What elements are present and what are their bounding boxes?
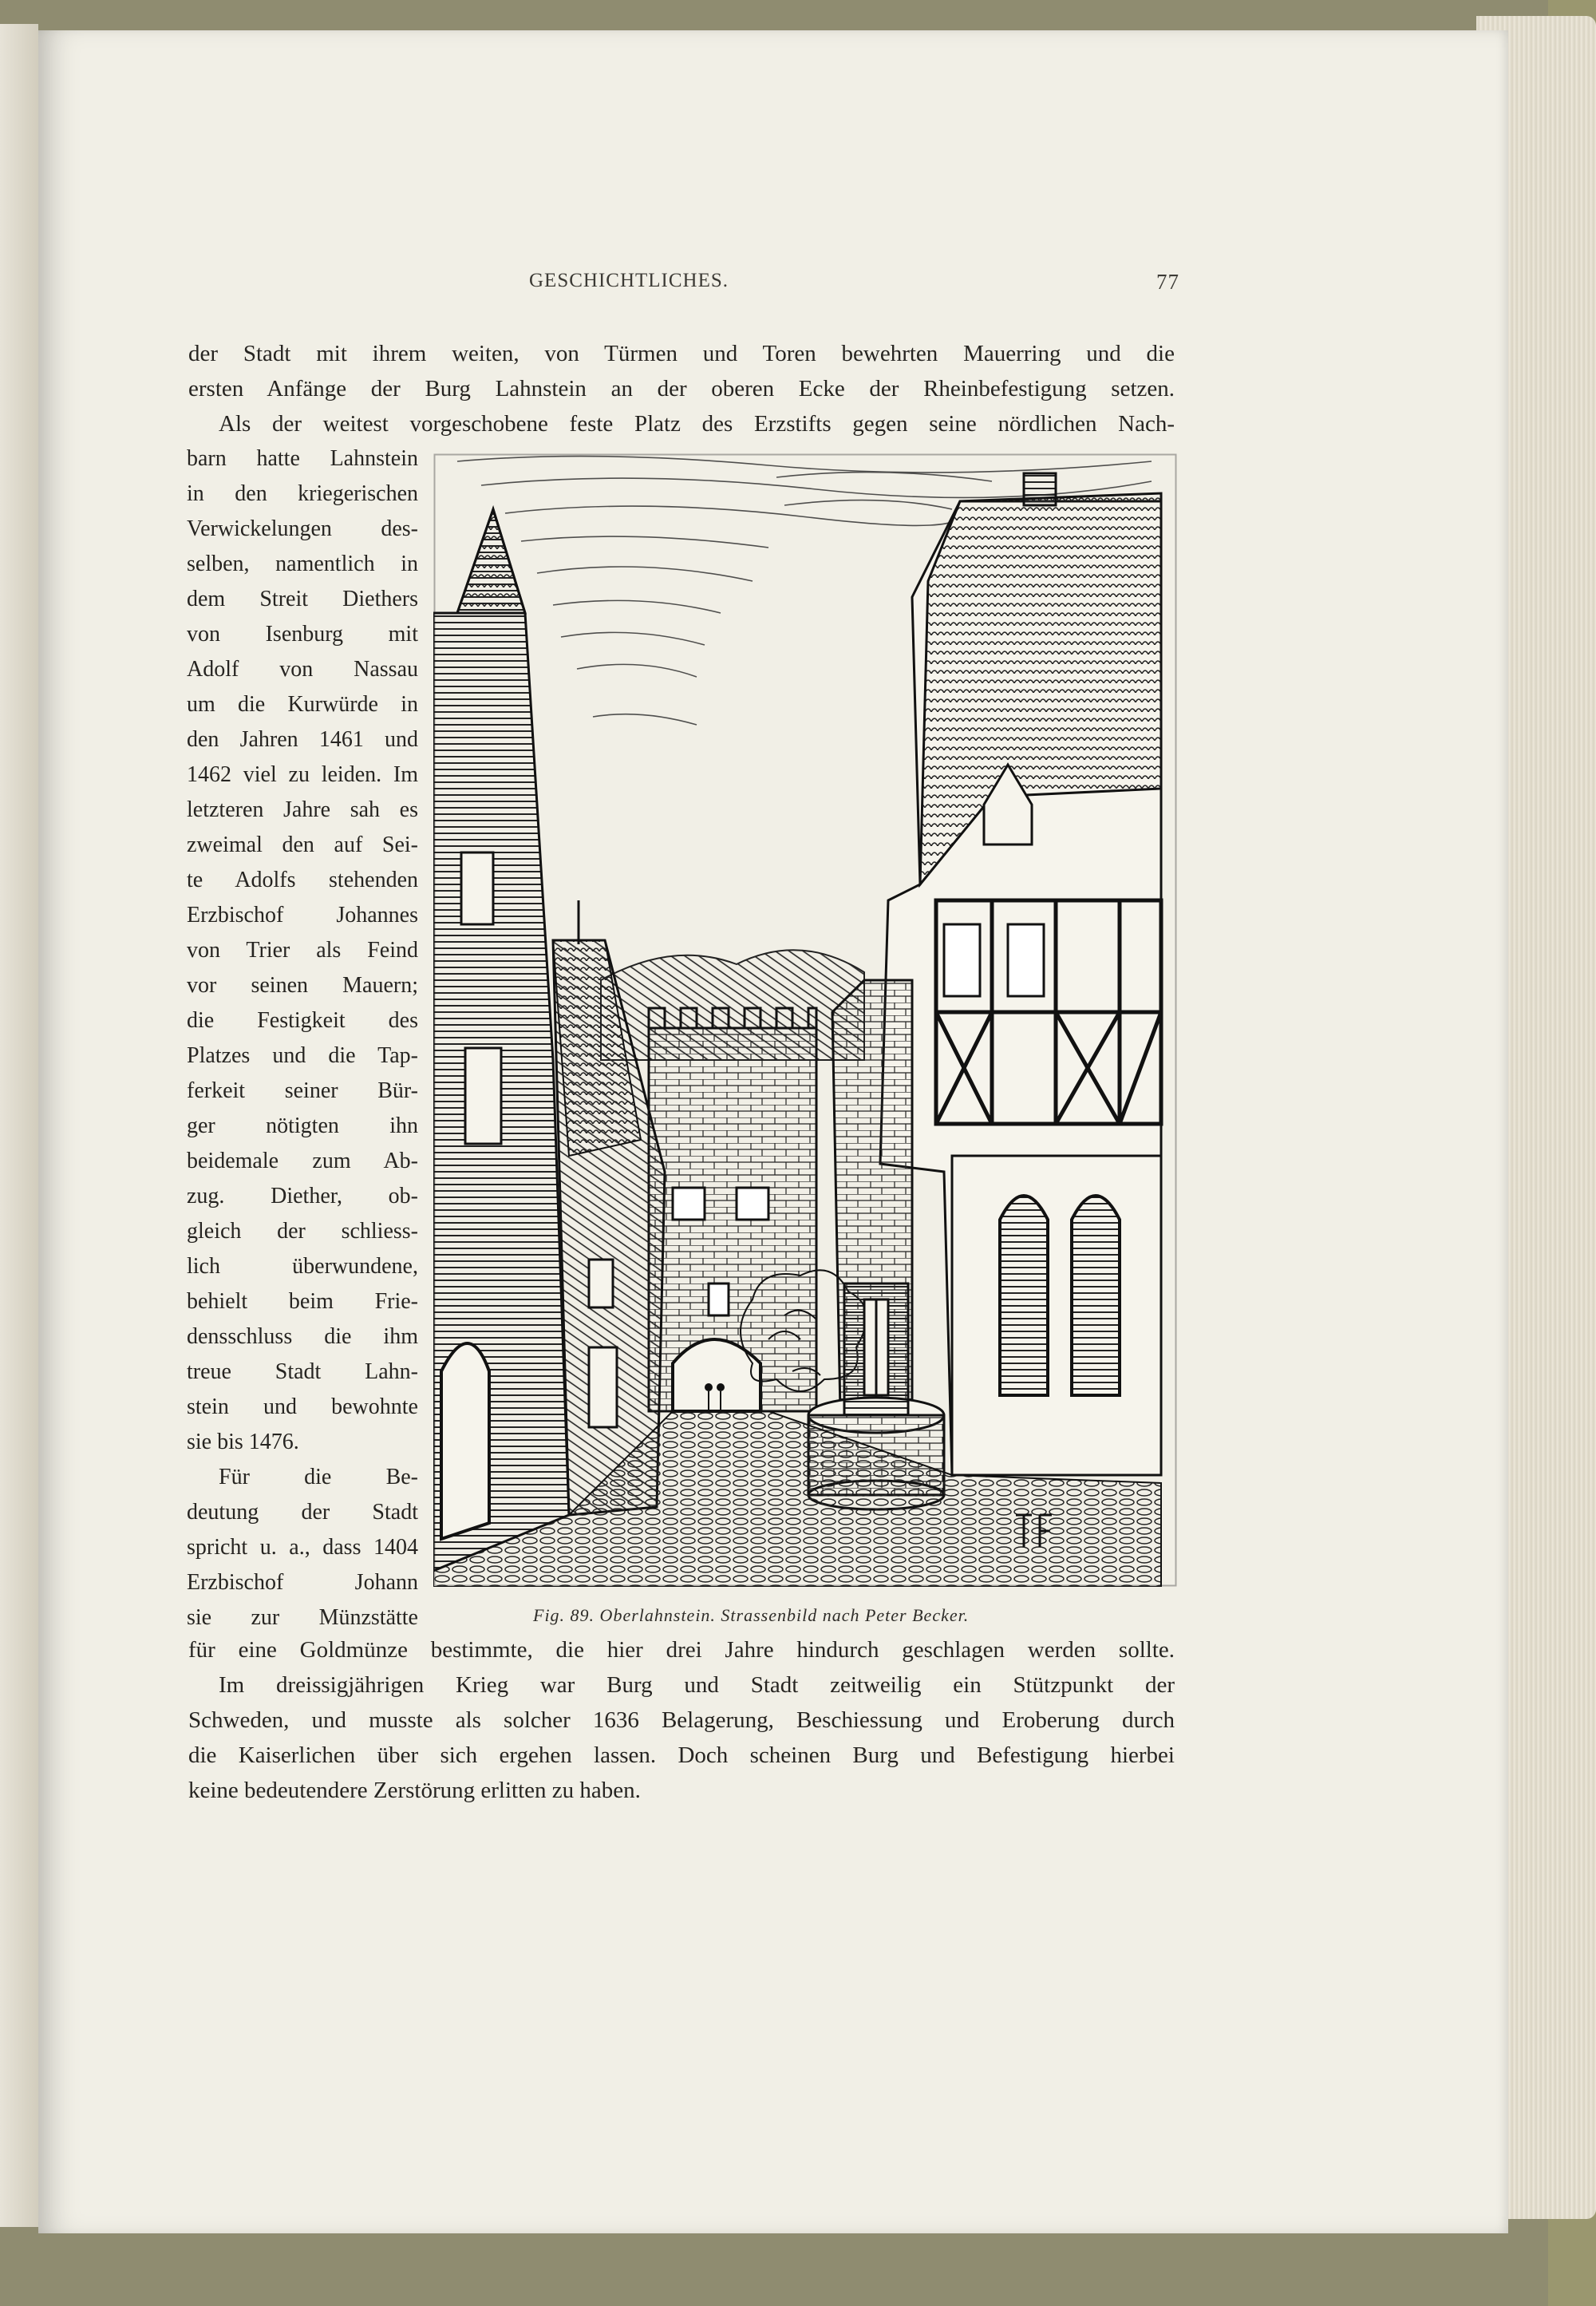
column-text-line: spricht u. a., dass 1404 — [187, 1535, 418, 1560]
column-text-line: in den kriegerischen — [187, 481, 418, 506]
column-text-line: gleich der schliess- — [187, 1219, 418, 1244]
column-text-line: von Trier als Feind — [187, 938, 418, 963]
column-text-line: den Jahren 1461 und — [187, 727, 418, 752]
column-text-line: Erzbischof Johannes — [187, 903, 418, 928]
text-line: der Stadt mit ihrem weiten, von Türmen und Toren bewehrten Mauerring und die — [188, 341, 1175, 366]
text-line: ersten Anfänge der Burg Lahnstein an der oberen Ecke der Rheinbefestigung setzen. — [188, 376, 1175, 401]
street-illustration — [433, 453, 1177, 1587]
column-text-line: stein und bewohnte — [187, 1394, 418, 1419]
column-text-line: zweimal den auf Sei- — [187, 833, 418, 857]
column-text-line: zug. Diether, ob- — [187, 1184, 418, 1208]
column-text-line: barn hatte Lahnstein — [187, 446, 418, 471]
column-text-line: Platzes und die Tap- — [187, 1043, 418, 1068]
column-text-line: behielt beim Frie- — [187, 1289, 418, 1314]
street-scene-drawing — [433, 453, 1177, 1587]
text-line: die Kaiserlichen über sich ergehen lassen. Doch scheinen Burg und Befestigung hierbei — [188, 1742, 1175, 1768]
facing-page-edge — [0, 24, 38, 2227]
text-line: Im dreissigjährigen Krieg war Burg und Stadt zeitweilig ein Stützpunkt der — [219, 1672, 1175, 1698]
column-text-line: Erzbischof Johann — [187, 1570, 418, 1595]
column-text-line: 1462 viel zu leiden. Im — [187, 762, 418, 787]
column-text-line: sie zur Münzstätte — [187, 1605, 418, 1630]
column-text-line: beidemale zum Ab- — [187, 1149, 418, 1173]
column-text-line: um die Kurwürde in — [187, 692, 418, 717]
page-number: 77 — [1156, 270, 1179, 294]
column-text-line: ger nötigten ihn — [187, 1113, 418, 1138]
column-text-line: treue Stadt Lahn- — [187, 1359, 418, 1384]
column-text-line: letzteren Jahre sah es — [187, 797, 418, 822]
text-line: Als der weitest vorgeschobene feste Platz des Erzstifts gegen seine nördlichen Nach- — [219, 411, 1175, 437]
text-line: für eine Goldmünze bestimmte, die hier drei Jahre hindurch geschlagen werden sollte. — [188, 1637, 1175, 1663]
column-text-line: vor seinen Mauern; — [187, 973, 418, 998]
column-text-line: Für die Be- — [219, 1465, 418, 1489]
column-text-line: von Isenburg mit — [187, 622, 418, 647]
text-line: keine bedeutendere Zerstörung erlitten zu haben. — [188, 1778, 641, 1803]
column-text-line: ferkeit seiner Bür- — [187, 1078, 418, 1103]
column-text-line: lich überwundene, — [187, 1254, 418, 1279]
column-text-line: sie bis 1476. — [187, 1430, 299, 1454]
column-text-line: selben, namentlich in — [187, 552, 418, 576]
book-page — [38, 30, 1508, 2233]
column-text-line: die Festigkeit des — [187, 1008, 418, 1033]
column-text-line: deutung der Stadt — [187, 1500, 418, 1525]
column-text-line: densschluss die ihm — [187, 1324, 418, 1349]
text-line: Schweden, und musste als solcher 1636 Belagerung, Beschiessung und Eroberung durch — [188, 1707, 1175, 1733]
figure-caption: Fig. 89. Oberlahnstein. Strassenbild nach Peter Becker. — [533, 1605, 970, 1625]
column-text-line: Verwickelungen des- — [187, 516, 418, 541]
column-text-line: te Adolfs stehenden — [187, 868, 418, 892]
column-text-line: dem Streit Diethers — [187, 587, 418, 611]
running-head-title: GESCHICHTLICHES. — [529, 270, 729, 291]
column-text-line: Adolf von Nassau — [187, 657, 418, 682]
